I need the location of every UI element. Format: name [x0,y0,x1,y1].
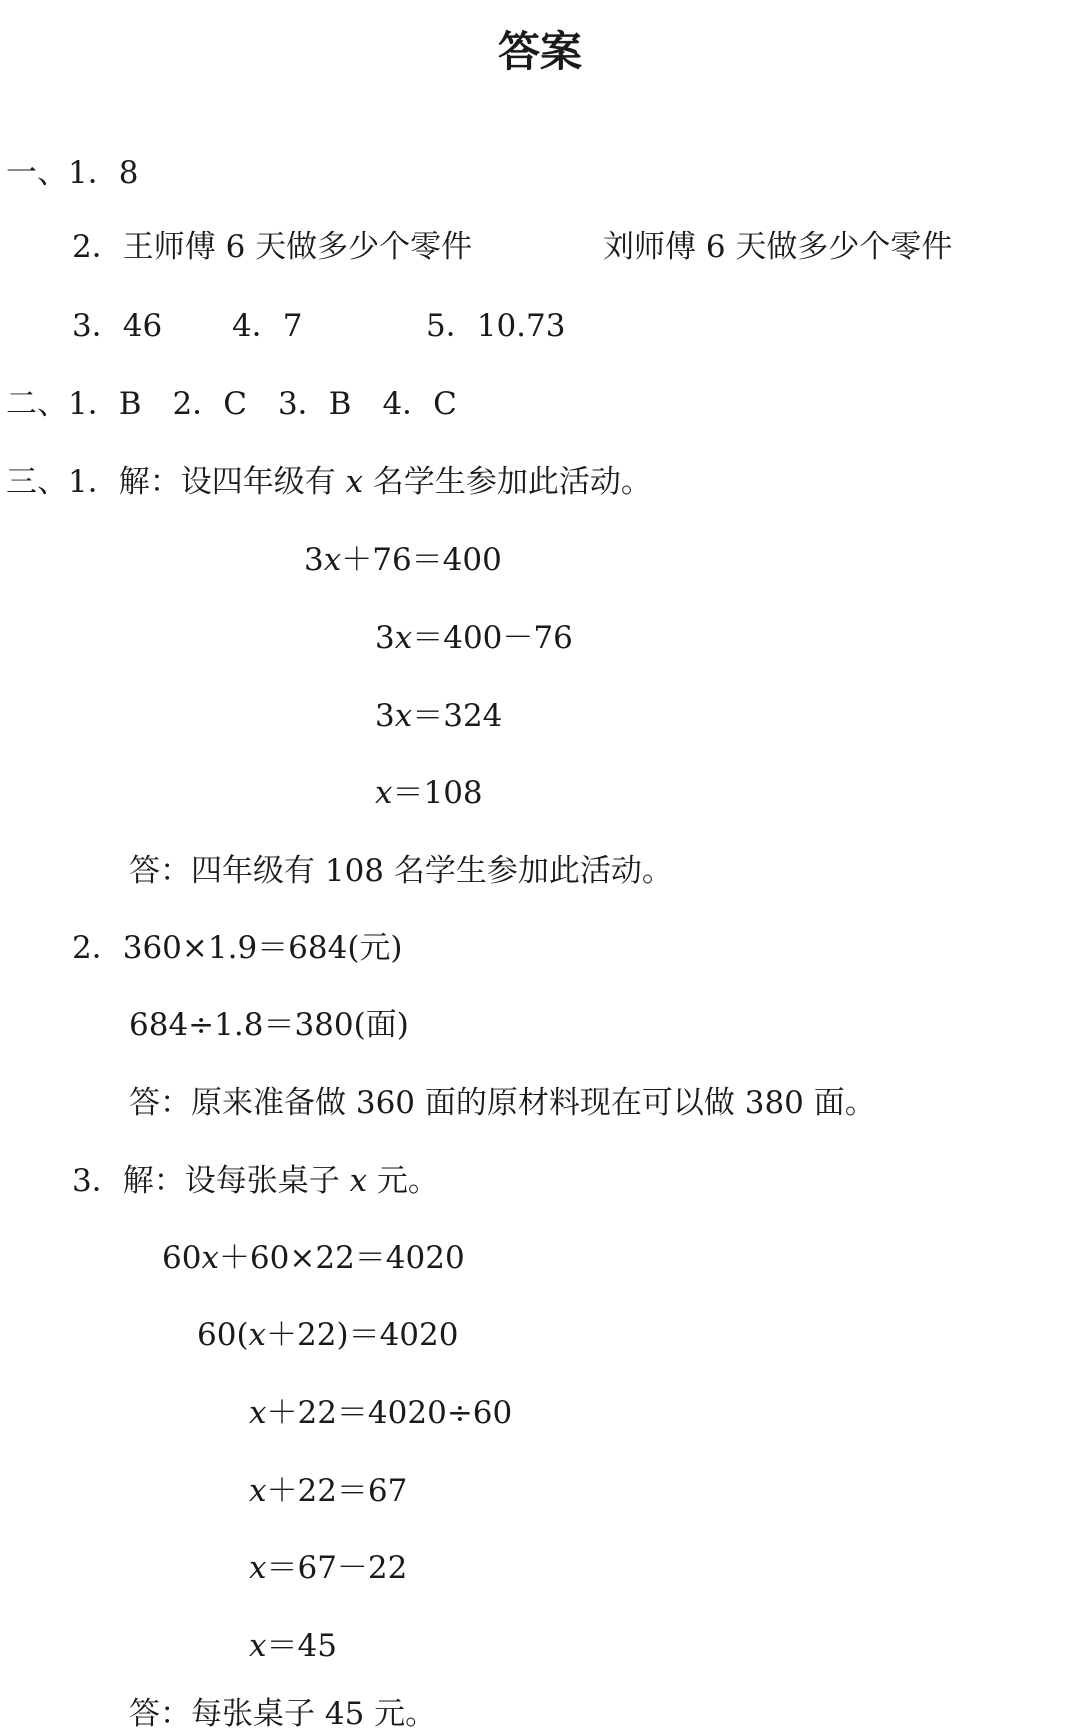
s2-answers: 二、1．B 2．C 3．B 4．C [6,386,457,422]
s1-q4: 4．7 [232,308,303,344]
variable: x [248,1317,267,1353]
s3-q3-eq2 [197,1315,458,1355]
s3-q1-eq4 [375,773,483,813]
variable: x [249,1550,267,1586]
s3-q3-eq1 [162,1238,465,1278]
text: ＋22＝67 [266,1473,408,1509]
s3-q1-eq3 [375,696,502,736]
text: ＝45 [266,1628,337,1664]
s1-q2-part1: 2．王师傅 6 天做多少个零件 [72,229,473,265]
s1-q3: 3．46 [72,308,163,344]
s3-q3-eq3 [249,1393,512,1433]
variable: x [249,1628,267,1664]
text: 3 [375,620,395,656]
text: ＋76＝400 [341,542,502,578]
variable: x [201,1240,219,1276]
text: ＋22)＝4020 [266,1317,459,1353]
s3-q3-eq5 [249,1548,407,1588]
s3-q1-intro [6,462,652,502]
s1-q5: 5．10.73 [426,308,566,344]
text: ＝400－76 [412,620,573,656]
text: 3 [375,698,395,734]
s3-q1-eq2 [375,618,573,658]
text: ＋22＝4020÷60 [266,1395,513,1431]
s3-q3-answer: 答：每张桌子 45 元。 [129,1696,437,1732]
variable: x [249,1395,267,1431]
text: ＝108 [392,775,483,811]
variable: x [394,698,413,734]
variable: x [349,1163,368,1199]
s3-q2-line1: 2．360×1.9＝684(元) [72,930,403,966]
text: 名学生参加此活动。 [363,464,652,500]
text: 元。 [367,1163,439,1199]
s1-q1: 一、1．8 [6,155,139,191]
text: ＝324 [412,698,503,734]
variable: x [394,620,413,656]
s3-q3-intro [72,1161,439,1201]
s3-q1-answer: 答：四年级有 108 名学生参加此活动。 [129,853,673,889]
text: 三、1．解：设四年级有 [6,464,346,500]
variable: x [249,1473,267,1509]
text: ＝67－22 [266,1550,408,1586]
variable: x [375,775,393,811]
s3-q2-line2: 684÷1.8＝380(面) [129,1007,409,1043]
s3-q2-answer: 答：原来准备做 360 面的原材料现在可以做 380 面。 [129,1085,876,1121]
text: ＋60×22＝4020 [218,1240,465,1276]
variable: x [345,464,364,500]
s1-q2-part2: 刘师傅 6 天做多少个零件 [603,229,953,265]
text: 3．解：设每张桌子 [72,1163,350,1199]
s3-q3-eq6 [249,1626,337,1666]
text: 60( [197,1317,249,1353]
text: 60 [162,1240,202,1276]
page-title: 答案 [497,27,582,76]
s3-q1-eq1 [304,540,502,580]
s3-q3-eq4 [249,1471,407,1511]
variable: x [323,542,342,578]
text: 3 [304,542,324,578]
